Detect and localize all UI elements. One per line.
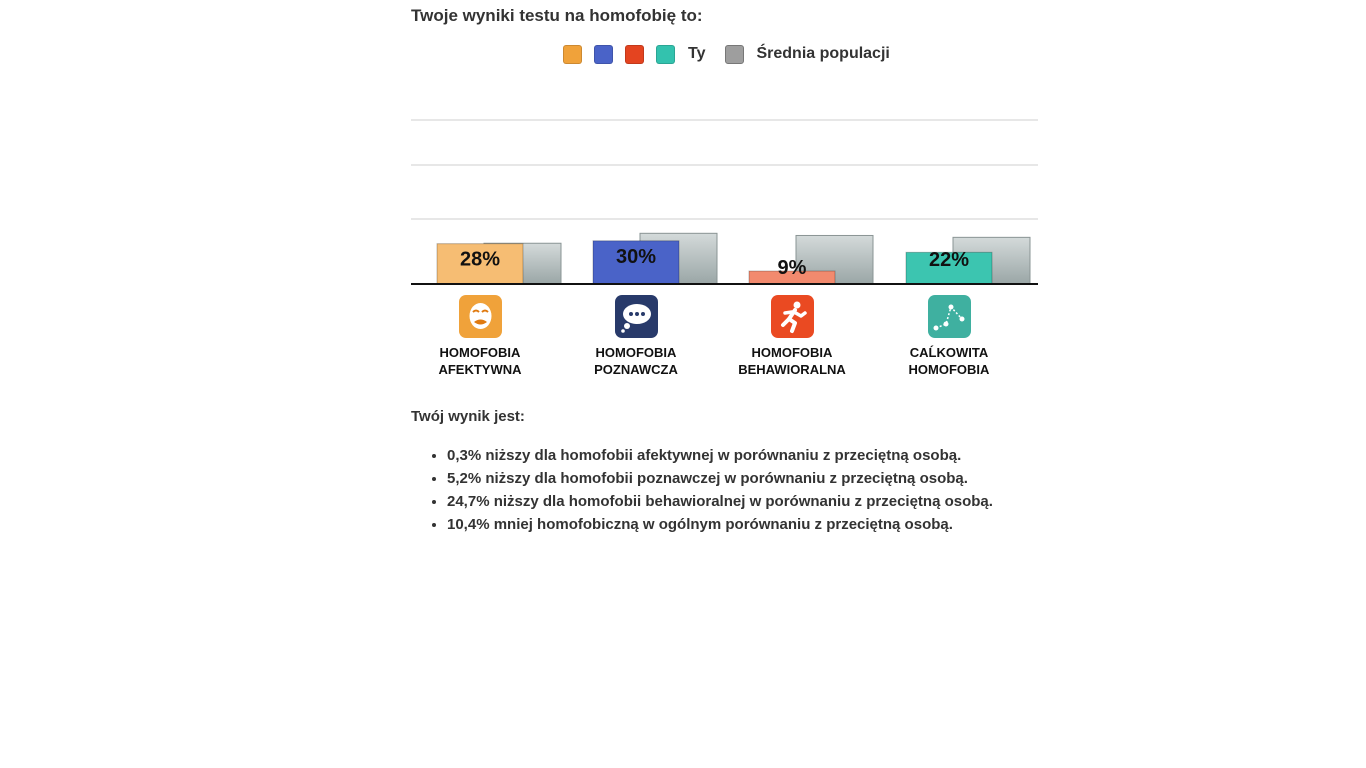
bar-chart xyxy=(411,100,1038,286)
legend-swatch-blue xyxy=(594,45,613,64)
bar-value-label: 22% xyxy=(928,249,970,271)
category-total xyxy=(879,295,1019,378)
summary-list xyxy=(427,444,993,536)
results-title: Twoje wyniki testu na homofobię to: xyxy=(411,6,703,25)
legend-swatch-average xyxy=(725,45,744,64)
chart-legend xyxy=(563,43,890,65)
summary-item: • 24,7% niższy dla homofobii behawioralnej w porównaniu z przeciętną osobą. xyxy=(447,490,993,513)
category-label: HOMOFOBIA POZNAWCZA xyxy=(594,345,678,377)
running-person-icon xyxy=(771,295,814,338)
legend-swatch-red xyxy=(625,45,644,64)
summary-item: • 10,4% mniej homofobiczną w ogólnym porównaniu z przeciętną osobą. xyxy=(447,513,993,536)
summary-item: • 5,2% niższy dla homofobii poznawczej w porównaniu z przeciętną osobą. xyxy=(447,467,993,490)
legend-label-you: Ty xyxy=(688,45,706,62)
category-label: CAĹKOWITA HOMOFOBIA xyxy=(908,345,990,377)
category-label: HOMOFOBIA BEHAWIORALNA xyxy=(738,345,846,377)
graph-nodes-icon xyxy=(928,295,971,338)
legend-swatch-teal xyxy=(656,45,675,64)
legend-label-average: Średnia populacji xyxy=(756,45,890,62)
category-affective xyxy=(410,295,550,378)
category-cognitive xyxy=(566,295,706,378)
summary-heading: Twój wynik jest: xyxy=(411,408,525,425)
bar-value-label: 9% xyxy=(777,257,807,280)
category-label: HOMOFOBIA AFEKTYWNA xyxy=(438,345,522,377)
summary-item: • 0,3% niższy dla homofobii afektywnej w porównaniu z przeciętną osobą. xyxy=(447,444,993,467)
legend-swatch-orange xyxy=(563,45,582,64)
thought-bubble-icon xyxy=(615,295,658,338)
bar-value-label: 30% xyxy=(615,245,657,268)
category-behavioral xyxy=(722,295,862,378)
bar-value-label: 28% xyxy=(459,248,501,271)
mask-icon xyxy=(459,295,502,338)
